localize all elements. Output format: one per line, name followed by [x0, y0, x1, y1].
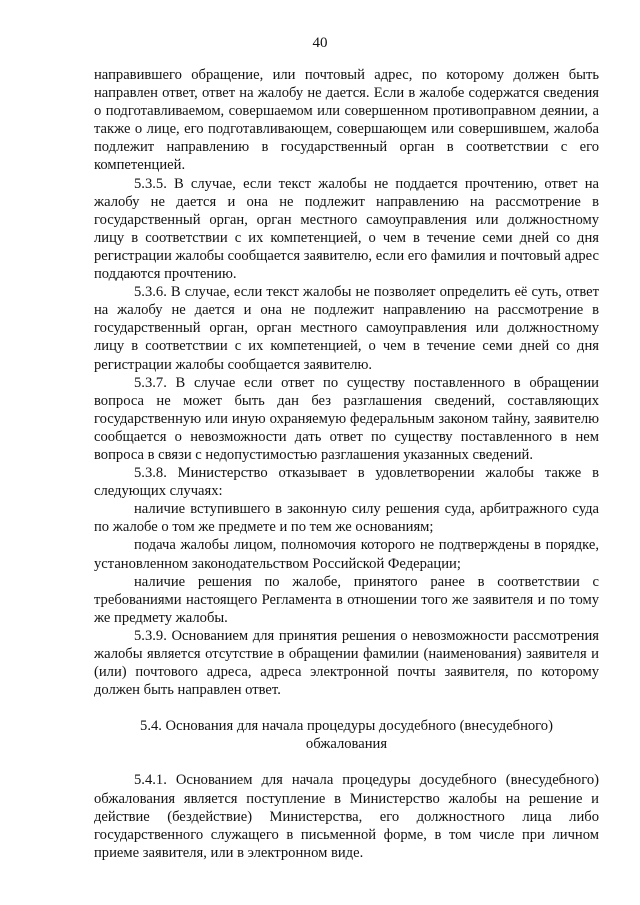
list-item-unauthorized-person: подача жалобы лицом, полномочия которого не подтверждены в порядке, установленном законодательством Российской Федерации; — [94, 537, 599, 572]
list-item-prior-decision: наличие решения по жалобе, принятого ранее в соответствии с требованиями настоящего Регламента в отношении того же заявителя и по тому же предмету жалобы. — [94, 573, 599, 626]
paragraph-5-3-8: 5.3.8. Министерство отказывает в удовлетворении жалобы также в следующих случаях: — [94, 465, 599, 500]
paragraph-5-3-6: 5.3.6. В случае, если текст жалобы не позволяет определить её суть, ответ на жалобу не дается и она не подлежит направлению на рассмотрение в государственный орган, орган местного самоуправления или должностному лицу в соответствии с их компетенцией, о чем в течение семи дней со дня регистрации жалобы сообщается заявителю. — [94, 284, 599, 373]
paragraph-continuation: направившего обращение, или почтовый адрес, по которому должен быть направлен ответ, ответ на жалобу не дается. Если в жалобе содержатся сведения о подготавливаемом, совершаемом или совершенном противоправном деянии, а также о лице, его подготавливающем, совершающем или совершившем, жалоба подлежит направлению в государственный орган в соответствии с его компетенцией. — [94, 67, 599, 174]
page-number: 40 — [312, 35, 328, 51]
paragraph-5-3-5: 5.3.5. В случае, если текст жалобы не поддается прочтению, ответ на жалобу не дается и она не подлежит направлению на рассмотрение в государственный орган, орган местного самоуправления или должностному лицу в соответствии с их компетенцией, о чем в течение семи дней со дня регистрации жалобы сообщается заявителю, если его фамилия и почтовый адрес поддаются прочтению. — [94, 175, 599, 283]
paragraph-5-3-7: 5.3.7. В случае если ответ по существу поставленного в обращении вопроса не может быть дан без разглашения сведений, составляющих государственную или иную охраняемую федеральным законом тайну, заявителю сообщается о невозможности дать ответ по существу поставленного в нем вопроса в связи с недопустимостью разглашения указанных сведений. — [94, 374, 599, 463]
section-heading-5-4: 5.4. Основания для начала процедуры досудебного (внесудебного) обжалования — [140, 718, 553, 753]
paragraph-5-4-1: 5.4.1. Основанием для начала процедуры досудебного (внесудебного) обжалования является поступление в Министерство жалобы на решение и действие (бездействие) Министерства, его должностного лица либо государственного служащего в письменной форме, в том числе при личном приеме заявителя, или в электронном виде. — [94, 772, 599, 861]
list-item-court-decision: наличие вступившего в законную силу решения суда, арбитражного суда по жалобе о том же предмете и по тем же основаниям; — [94, 501, 599, 536]
document-body — [94, 66, 599, 862]
paragraph-5-3-9: 5.3.9. Основанием для принятия решения о невозможности рассмотрения жалобы является отсутствие в обращении фамилии (наименования) заявителя и (или) почтового адреса, адреса электронной почты заявителя, по которому должен быть направлен ответ. — [94, 627, 599, 699]
